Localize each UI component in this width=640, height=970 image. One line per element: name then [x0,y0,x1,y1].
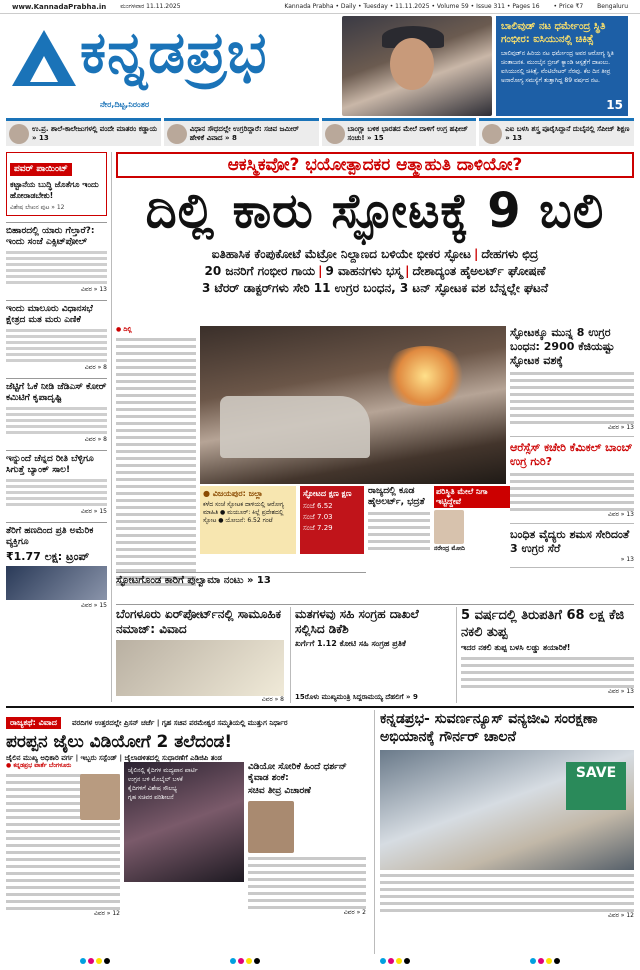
side-story-page: 15 [606,98,623,112]
photo-point: ಕೈದಿಗಳಿಗೆ ವಿಶೇಷ ಸೌಲಭ್ಯ [128,785,178,792]
side-story-headline: ಬಾಲಿವುಡ್ ನಟ ಧರ್ಮೇಂದ್ರ ಸ್ಥಿತಿ ಗಂಭೀರ: ಐಸಿಯುನಲ್ಲಿ ಚಿಕಿತ್ಸೆ [501,21,606,45]
blast-photo [200,326,506,484]
info-box-body: ಕಳೆದ ಸಂಜೆ ಸ್ಫೋಟಕ ದಾಳಿಯಲ್ಲಿ ಆರೋಗ್ಯ ಮಾಹಿತಿ ● ಮಯೂರ್: ಕಿಲ್ಲೆ ಪ್ರದೇಶದಲ್ಲಿ ಸ್ಫೋಟ ● ಯೋಜನೆ: 6.52 ಗಂಟೆ [203,501,285,524]
power-point-ref: ವಿಶೇಷ ಲೇಖನ ಪುಟ » 12 [10,204,65,211]
darshan-headline: ವಿಡಿಯೋ ಸೋರಿಕೆ ಹಿಂದೆ ಧರ್ಶನ್ ಕೈವಾಡ ಶಂಕೆ: [248,762,347,783]
modi-story[interactable] [434,486,510,554]
left-story[interactable] [6,222,107,294]
namaz-photo [116,640,284,696]
photo-point: ಗೃಹ ಸಚಿವರ ಪರಿಶೀಲನೆ [128,794,174,801]
lead-summary: ಐತಿಹಾಸಿಕ ಕೆಂಪುಕೋಟೆ ಮೆಟ್ರೋ ನಿಲ್ದಾಣದ ಬಳಿಯೇ ಭೀಕರ ಸ್ಫೋಟ | ದೇಹಗಳು ಛಿದ್ರ 20 ಜನರಿಗೆ ಗಂಭೀರ ಗಾಯ | 9 ವಾಹನಗಳು ಭಸ್ಮ | ದೇಶಾದ್ಯಂತ ಹೈಅಲರ್ಟ್ ಘೋಷಣೆ 3 ಟೆರರ್ ಡಾಕ್ಟರ್‌ಗಳು ಸೇರಿ 11 ಉಗ್ರರ ಬಂಧನ, 3 ಟನ್ ಸ್ಫೋಟಕ ವಶ ಬೆನ್ನಲ್ಲೇ ಘಟನೆ [201,247,549,295]
darshan-headline-2: ಸಚಿವ ತೀವ್ರ ವಿಚಾರಣೆ [248,786,311,796]
registration-marks-mid [230,958,260,964]
lead-byline: ● ದಿಲ್ಲಿ [116,326,132,333]
dks-story[interactable] [290,607,450,703]
related-story[interactable] [510,441,634,524]
teaser-strip [0,118,640,146]
edition-city: Bengaluru [597,3,628,10]
left-story-headline: ತೆರಿಗೆ ಹಣದಿಂದ ಪ್ರತಿ ಅಮೆರಿಕ ವ್ಯಕ್ತಿಗೂ [6,526,94,547]
lead-point: ದೇಶಾದ್ಯಂತ ಹೈಅಲರ್ಟ್ ಘೋಷಣೆ [412,264,546,278]
wildlife-ref: ವಿವರ » 12 [607,912,634,919]
teaser-thumbnail [167,124,187,144]
jail-photo-points [128,766,240,802]
site-url[interactable]: www.KannadaPrabha.in [12,2,107,11]
registration-marks-left [80,958,110,964]
teaser-text: ವಿಧಾನ ಸೌಧದಲ್ಲೇ ಉಗ್ರರಿದ್ದಾರೆ: ಸಚಿವ ಜಮೀರ್ ಹೇಳಿಕೆ ವಿವಾದ [189,124,299,142]
related-story[interactable] [510,326,634,437]
left-story-headline: ಇಂದು ಮಾಲೂರು ವಿಧಾನಸಭೆ ಕ್ಷೇತ್ರದ ಮತ ಮರು ಎಣಿಕೆ [6,304,93,325]
teaser-text: ಎಐ ಬಳಸಿ ಶಸ್ತ್ರ ಪೂರೈಸಿದ್ದಾನೆ ದುಬೈನಲ್ಲಿ ಸೆಪೀಜ್ ಶಿಕ್ಷಣ [505,124,630,133]
related-story-headline: ಬಂಧಿತ ವೈದ್ಯರು ಶಮಸ ಸೇರಿದಂತೆ 3 ಉಗ್ರರ ಸೆರೆ [510,528,630,555]
left-story[interactable] [6,522,107,610]
modi-caption: ನರೇಂದ್ರ ಮೋದಿ [434,545,465,552]
tirupati-subhead: ಇದರ ನಕಲಿ ತುಪ್ಪ ಬಳಸಿ ಲಡ್ಡು ತಯಾರಿಕೆ! [461,643,571,652]
teaser-item[interactable] [322,118,477,146]
airport-ref: ವಿವರ » 8 [261,696,284,703]
trump-photo [6,566,107,600]
dks-subhead: ಖರ್ಗೆಗೆ 1.12 ಕೋಟಿ ಸಹಿ ಸಂಗ್ರಹ ಪ್ರತಿಕೆ [295,639,406,648]
teaser-item[interactable] [6,118,161,146]
airport-story[interactable] [116,607,284,703]
tirupati-headline: 5 ವರ್ಷದಲ್ಲಿ ತಿರುಪತಿಗೆ 68 ಲಕ್ಷ ಕೆಜಿ ನಕಲಿ ತುಪ್ಪ [461,608,625,640]
left-story-ref: ವಿವರ » 8 [84,364,107,371]
lead-body-column [116,326,196,602]
teaser-text: ಉ.ಪ್ರ. ಶಾಲೆ-ಕಾಲೇಜುಗಳಲ್ಲಿ ವಂದೇ ಮಾತರಂ ಕಡ್ಡಾಯ [32,124,158,133]
lead-right-column [510,326,634,602]
logo-triangle-inner [30,56,58,82]
alert-story[interactable] [368,486,430,554]
related-story-ref: ವಿವರ » 13 [607,511,634,518]
photo-point: ಜೈಲಿನಲ್ಲಿ ಕೈದಿಗಳ ಮದ್ಯಪಾನ ಪಾರ್ಟಿ [128,767,198,774]
related-story-ref: ವಿವರ » 13 [607,424,634,431]
price: • Price ₹7 [553,3,584,10]
lead-point: ಐತಿಹಾಸಿಕ ಕೆಂಪುಕೋಟೆ ಮೆಟ್ರೋ ನಿಲ್ದಾಣದ ಬಳಿಯೇ ಭೀಕರ ಸ್ಫೋಟ [211,247,471,261]
left-story-headline: ಇನ್ನುಂದೆ ಚೆನ್ನದ ರೀತಿ ಬೆಳ್ಳಿಗೂ ಸಿಗುತ್ತೆ ಬ್ಯಾಂಕ್ ಸಾಲ! [6,454,94,475]
left-story-ref: ವಿವರ » 13 [80,286,107,293]
pulwama-link[interactable]: ಸ್ಫೋಟಗೊಂಡ ಕಾರಿಗೆ ಪುಲ್ವಾಮಾ ನಂಟು » 13 [116,572,366,586]
lead-point: 20 ಜನರಿಗೆ ಗಂಭೀರ ಗಾಯ [204,264,316,278]
related-story-ref: » 13 [620,556,634,563]
jail-ref: ವಿವರ » 12 [93,910,120,917]
wildlife-headline: ಕನ್ನಡಪ್ರಭ- ಸುವರ್ಣನ್ಯೂಸ್ ವನ್ಯಜೀವಿ ಸಂರಕ್ಷಣಾ ಅಭಿಯಾನಕ್ಕೆ ಗೌರ್ನರ್ ಚಾಲನೆ [380,711,598,745]
lead-point: 3 ಟೆರರ್ ಡಾಕ್ಟರ್‌ಗಳು ಸೇರಿ 11 ಉಗ್ರರ ಬಂಧನ, 3 ಟನ್ ಸ್ಫೋಟಕ ವಶ ಬೆನ್ನಲ್ಲೇ ಘಟನೆ [201,281,549,295]
power-point-box[interactable] [6,152,107,216]
left-story-ref: ವಿವರ » 8 [84,436,107,443]
left-story-headline: ಜೆಟ್ಟಿಗೆ ಓಕೆ ನೀಡಿ ಜೆಡಿಎಸ್ ಕೋರ್ ಕಮಿಟಿಗೆ ಕೃಪಾದೃಷ್ಟಿ [6,382,107,403]
info-box-head: ● ವಿಜಯಪುರ: ಜಲ್ಲಾ [203,489,263,498]
masthead-side-story[interactable] [496,16,628,116]
jail-story-subhead: ಜೈಲಿನ ಮುಖ್ಯ ಅಧಿಕಾರಿ ವರ್ಗ | ಇಬ್ಬರು ಸಸ್ಪೆಂಡ್ | ಜೈಲಾಡಳಿತದಲ್ಲಿ ಸುಧಾರಣೆಗೆ ಎಡಿಜಿಪಿ ತಂಡ [6,754,222,762]
jail-story-tag: ರಾಜ್ಯಕಥೆ: ವಿವಾದ [6,717,61,729]
left-story-headline: ಬಿಹಾರದಲ್ಲಿ ಯಾರು ಗೆಲ್ತಾರೆ?: ಇಂದು ಸಂಜೆ ಎಕ್ಸಿಟ್‌ಪೋಲ್ [6,226,95,247]
dharmendra-photo [342,16,492,116]
left-story[interactable] [6,450,107,516]
jail-story-kicker: ವರದಿಗಳ ಉತ್ತರದಲ್ಲೇ ಪ್ರಿಸನ್ ಚರ್ಚೆ | ಗೃಹ ಸಚಿವ ಪರಮೇಶ್ವರ ಸಮ್ಮತಿಯಲ್ಲಿ ಮುತ್ತುಗ ನಿರ್ಧಾರ [72,719,288,727]
second-row [116,604,634,702]
trump-amount: ₹1.77 ಲಕ್ಷ: ಟ್ರಂಪ್ [6,550,90,563]
lead-point: 9 ವಾಹನಗಳು ಭಸ್ಮ [325,264,403,278]
teaser-page: » 13 [32,133,49,142]
registration-marks-mid2 [380,958,410,964]
teaser-page: » 13 [505,133,522,142]
power-point-body: ಕಟ್ಟಾನೆಯ ಬುದ್ಧಿ ಜೊತೆಗೂ ಇಂದು ಹೋರಾಡಬೇಕು! [10,180,99,200]
teaser-page: » 15 [366,133,384,142]
dks-footer: 15ರೊಳು ಮುಖ್ಯಮಂತ್ರಿ ಸಿದ್ದರಾಮಯ್ಯ ದೆಹಲಿಗೆ » 9 [295,693,418,701]
timeline-box [300,486,364,554]
modi-photo [434,510,464,544]
jail-story-headline: ಪರಪ್ಪನ ಜೈಲು ವಿಡಿಯೋಗೆ 2 ತಲೆದಂಡ! [6,732,233,752]
governor-event-photo [380,750,634,870]
teaser-item[interactable] [164,118,319,146]
teaser-thumbnail [9,124,29,144]
airport-headline: ಬೆಂಗಳೂರು ಏರ್‌ಪೋರ್ಟ್‌ನಲ್ಲಿ ಸಾಮೂಹಿಕ ನಮಾಜ್: ವಿವಾದ [116,607,282,636]
lead-point: ದೇಹಗಳು ಛಿದ್ರ [481,247,539,261]
timeline-item: ಸಂಜೆ 6.52 [303,502,333,510]
tirupati-story[interactable] [456,607,634,703]
related-story[interactable] [510,528,634,568]
officer-photo [80,774,120,820]
left-story-ref: ವಿವರ » 15 [80,602,107,609]
timeline-head: ಸ್ಫೋಟದ ಕ್ಷಣ ಕ್ಷಣ [303,489,352,498]
dks-headline: ಮತಗಳವು ಸಹಿ ಸಂಗ್ರಹ ದಾಖಲೆ ಸಲ್ಲಿಸಿದ ಡಿಕೆಶಿ [295,607,419,636]
jail-story-body [6,762,120,918]
side-story-body: ಬಾಲಿವುಡ್‌ನ ಹಿರಿಯ ನಟ ಧರ್ಮೇಂದ್ರ ಅವರ ಆರೋಗ್ಯ ಸ್ಥಿತಿ ಚಿಂತಾಜನಕ. ಮುಂಬೈನ ಬ್ರೀಚ್ ಕ್ಯಾಂಡಿ ಆಸ್ಪತ್ರೆಗೆ ದಾಖಲು. ಐಸಿಯುನಲ್ಲಿ ಚಿಕಿತ್ಸೆ, ವೆಂಟಿಲೇಟರ್ ನೆರವು. ಕೆಲ ದಿನ ತೀವ್ರ ಅನಾರೋಗ್ಯ ಸಮಸ್ಯೆಗೆ ತುತ್ತಾಗಿದ್ದ 89 ವರ್ಷದ ನಟ. [501,50,614,84]
top-strip [0,0,640,14]
jail-byline: ● ಕನ್ನಡಪ್ರಭ ವಾರ್ತೆ ಬೆಂಗಳೂರು [6,762,72,769]
teaser-page: » 8 [225,133,237,142]
darshan-photo [248,801,294,853]
lead-headline[interactable]: ದಿಲ್ಲಿ ಕಾರು ಸ್ಫೋಟಕ್ಕೆ 9 ಬಲಿ [145,183,605,239]
tirupati-ref: ವಿವರ » 13 [607,688,634,695]
save-banner: SAVE [566,762,626,810]
teaser-text: ಬಾಂಗ್ಲಾ ಬಳಿಕ ಭಾರತದ ಮೇಲೆ ದಾಳಿಗೆ ಉಗ್ರ ಹಫೀಜ್ ಸಂಚು! [347,124,468,142]
timeline-item: ಸಂಜೆ 7.29 [303,524,333,532]
issue-meta: Kannada Prabha • Daily • Tuesday • 11.11.2025 • Volume 59 • Issue 311 • Pages 16 [284,3,540,10]
registration-marks-right [530,958,560,964]
issue-date: ಮಂಗಳವಾರ 11.11.2025 [120,2,181,10]
related-story-headline: ಆರೆಸ್ಸೆಸ್ ಕಚೇರಿ ಕೆಮಿಕಲ್ ಬಾಂಬ್ ಉಗ್ರ ಗುರಿ? [510,441,633,468]
left-story[interactable] [6,378,107,444]
left-column [6,152,112,702]
bottom-section [6,706,634,954]
power-point-label: ಪವರ್ ಪಾಯಿಂಟ್ [10,163,72,176]
tagline: ನೇರ,ದಿಟ್ಟ,ನಿರಂತರ [100,100,150,109]
lead-kicker: ಆಕಸ್ಮಿಕವೋ? ಭಯೋತ್ಪಾದಕರ ಆತ್ಮಾಹುತಿ ದಾಳಿಯೋ? [116,152,634,178]
left-story[interactable] [6,300,107,372]
photo-point: ಉಗ್ರನ ಬಳಿ ಮೊಬೈಲ್ ಬಳಕೆ [128,776,183,783]
related-story-headline: ಸ್ಫೋಟಕ್ಕೂ ಮುನ್ನ 8 ಉಗ್ರರ ಬಂಧನ: 2900 ಕೆಜಿಯಷ್ಟು ಸ್ಫೋಟಕ ವಶಕ್ಕೆ [510,326,615,367]
darshan-ref: ವಿವರ » 2 [343,909,366,916]
modi-story-headline: ಪರಿಸ್ಥಿತಿ ಮೇಲೆ ನಿಗಾ ಇಟ್ಟಿದ್ದೇವೆ [434,486,510,508]
teaser-thumbnail [482,124,502,144]
teaser-thumbnail [325,124,345,144]
masthead [12,16,628,116]
darshan-story[interactable] [248,762,366,917]
jail-story[interactable] [6,710,368,954]
newspaper-logo: ಕನ್ನಡಪ್ರಭ [80,18,268,86]
timeline-item: ಸಂಜೆ 7.03 [303,513,333,521]
teaser-item[interactable] [479,118,634,146]
alert-story-headline: ರಾಜ್ಯದಲ್ಲಿ ಕೂಡ ಹೈಅಲರ್ಟ್, ಭದ್ರತೆ [368,486,425,507]
info-box [200,486,296,554]
left-story-ref: ವಿವರ » 15 [80,508,107,515]
wildlife-story[interactable] [374,710,634,954]
